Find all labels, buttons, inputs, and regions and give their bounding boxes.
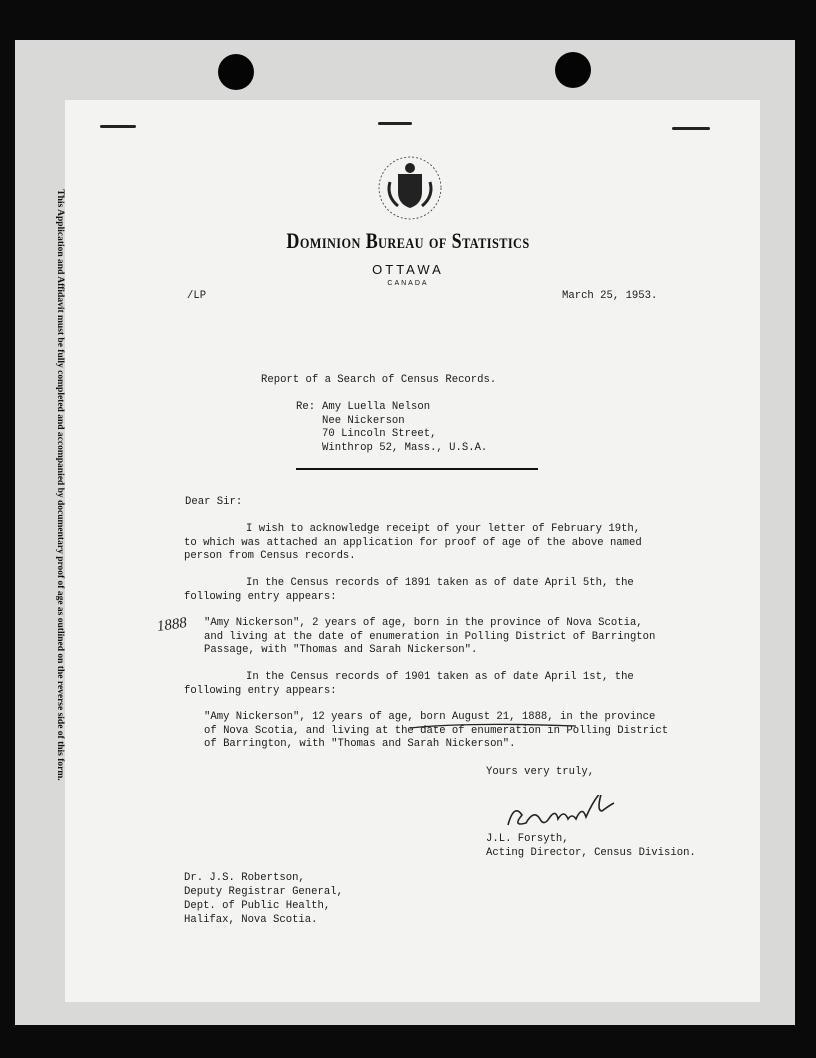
signer-name: J.L. Forsyth,	[486, 833, 569, 845]
recipient-line: Dr. J.S. Robertson,	[184, 872, 305, 884]
body-line: In the Census records of 1891 taken as of date April 5th, the	[246, 577, 634, 589]
entry-line: and living at the date of enumeration in Polling District of Barrington	[204, 630, 656, 643]
body-line: In the Census records of 1901 taken as of date April 1st, the	[246, 671, 634, 683]
re-line: Winthrop 52, Mass., U.S.A.	[322, 441, 488, 454]
recipient-line: Dept. of Public Health,	[184, 900, 331, 912]
body-line: person from Census records.	[184, 550, 356, 562]
signature	[500, 795, 630, 835]
department-seal-icon	[376, 152, 444, 224]
subject-line: Report of a Search of Census Records.	[261, 374, 497, 386]
body-line: following entry appears:	[184, 590, 337, 603]
body-line: following entry appears:	[184, 684, 337, 697]
salutation: Dear Sir:	[185, 496, 243, 508]
punch-hole	[218, 54, 254, 90]
body-line: I wish to acknowledge receipt of your letter of February 19th,	[246, 523, 641, 535]
letterhead-country: CANADA	[387, 280, 429, 287]
entry-line: Passage, with "Thomas and Sarah Nickerson".	[204, 644, 478, 656]
closing: Yours very truly,	[486, 766, 595, 778]
punch-hole	[555, 52, 591, 88]
recipient-line: Deputy Registrar General,	[184, 886, 343, 898]
re-label: Re:	[296, 401, 316, 413]
side-note: This Application and Affidavit must be fully completed and accompanied by documentary proof of age as outlined on the reverse side of this form.	[55, 189, 65, 781]
re-underline	[296, 468, 538, 470]
fold-mark	[672, 127, 710, 130]
signer-title: Acting Director, Census Division.	[486, 847, 696, 859]
letterhead-city: OTTAWA	[372, 262, 444, 277]
letterhead-title: Dominion Bureau of Statistics	[286, 228, 530, 253]
handwritten-margin-note: 1888	[155, 614, 188, 636]
re-line: Nee Nickerson	[322, 414, 405, 427]
entry-line: of Nova Scotia, and living at the date of enumeration in Polling District	[204, 724, 669, 737]
body-line: to which was attached an application for proof of age of the above named	[184, 536, 642, 549]
entry-line: "Amy Nickerson", 2 years of age, born in the province of Nova Scotia,	[204, 617, 643, 629]
letter-date: March 25, 1953.	[562, 290, 658, 302]
entry-line: of Barrington, with "Thomas and Sarah Nickerson".	[204, 738, 516, 750]
recipient-line: Halifax, Nova Scotia.	[184, 914, 318, 926]
reference-code: /LP	[187, 290, 207, 302]
fold-mark	[100, 125, 136, 128]
entry-line: "Amy Nickerson", 12 years of age, born August 21, 1888, in the province	[204, 711, 656, 723]
re-line: 70 Lincoln Street,	[322, 428, 437, 440]
re-line: Amy Luella Nelson	[322, 401, 431, 413]
fold-mark	[378, 122, 412, 125]
handwritten-underline	[408, 720, 578, 732]
